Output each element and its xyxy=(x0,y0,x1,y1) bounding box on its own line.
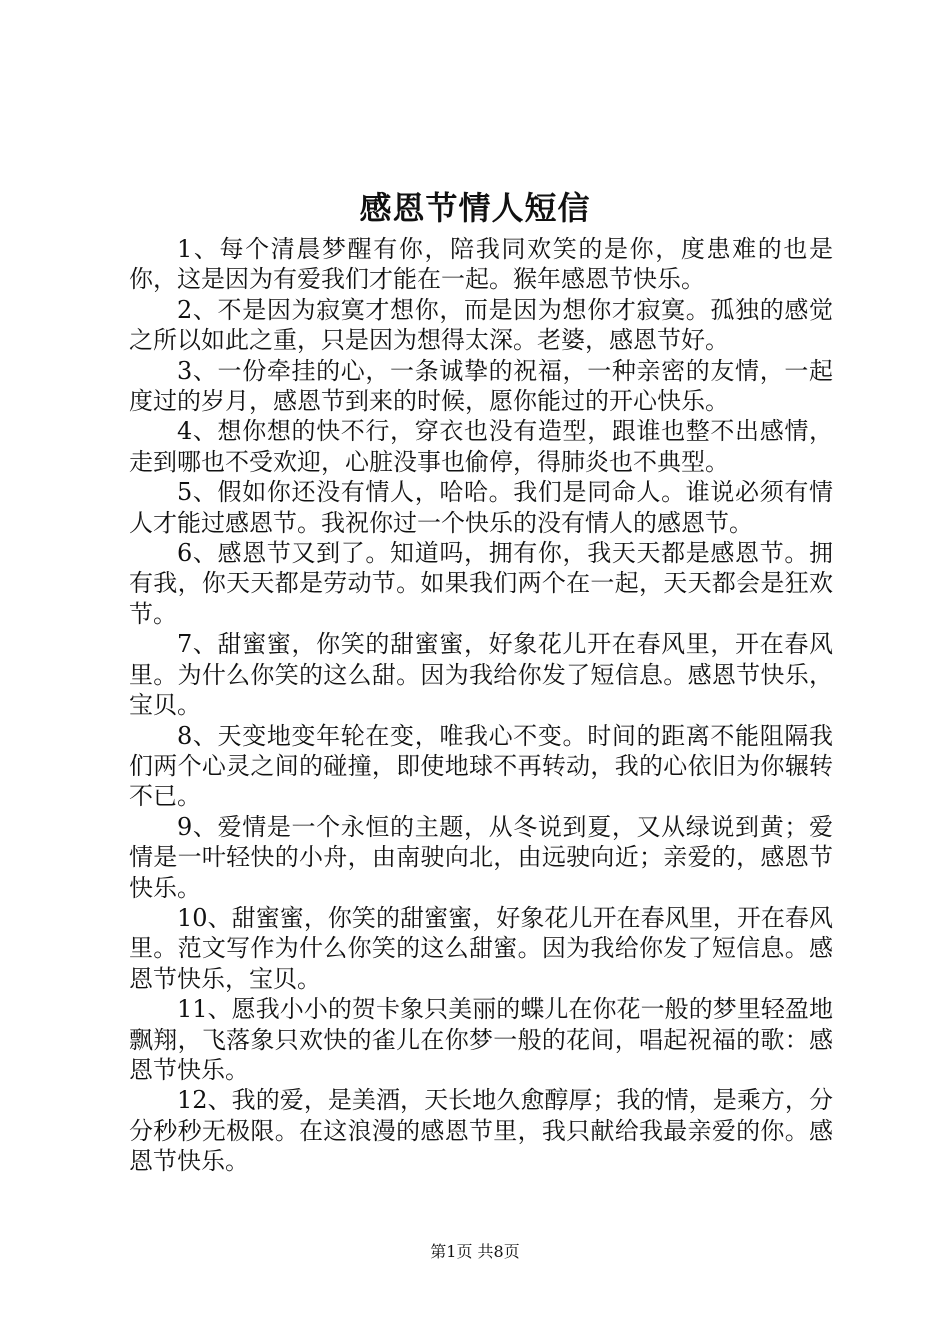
paragraph-3: 3、一份牵挂的心，一条诚挚的祝福，一种亲密的友情，一起度过的岁月，感恩节到来的时候，愿你能过的开心快乐。 xyxy=(129,356,833,416)
document-title: 感恩节情人短信 xyxy=(359,189,591,227)
paragraph-4: 4、想你想的快不行，穿衣也没有造型，跟谁也整不出感情，走到哪也不受欢迎，心脏没事也偷停，得肺炎也不典型。 xyxy=(129,417,833,476)
paragraph-1: 1、每个清晨梦醒有你，陪我同欢笑的是你，度患难的也是你，这是因为有爱我们才能在一起。猴年感恩节快乐。 xyxy=(129,235,833,294)
paragraph-7: 7、甜蜜蜜，你笑的甜蜜蜜，好象花儿开在春风里，开在春风里。为什么你笑的这么甜。因为我给你发了短信息。感恩节快乐，宝贝。 xyxy=(129,630,833,720)
page-number-footer: 第1页 共8页 xyxy=(430,1242,520,1261)
document-body xyxy=(129,234,833,1177)
paragraph-6: 6、感恩节又到了。知道吗，拥有你，我天天都是感恩节。拥有我，你天天都是劳动节。如果我们两个在一起，天天都会是狂欢节。 xyxy=(129,539,833,628)
paragraph-12: 12、我的爱，是美酒，天长地久愈醇厚；我的情，是乘方，分分秒秒无极限。在这浪漫的感恩节里，我只献给我最亲爱的你。感恩节快乐。 xyxy=(129,1086,833,1176)
paragraph-9: 9、爱情是一个永恒的主题，从冬说到夏，又从绿说到黄；爱情是一叶轻快的小舟，由南驶向北，由远驶向近；亲爱的，感恩节快乐。 xyxy=(129,812,833,902)
paragraph-11: 11、愿我小小的贺卡象只美丽的蝶儿在你花一般的梦里轻盈地飘翔，飞落象只欢快的雀儿在你梦一般的花间，唱起祝福的歌：感恩节快乐。 xyxy=(129,995,833,1084)
paragraph-5: 5、假如你还没有情人，哈哈。我们是同命人。谁说必须有情人才能过感恩节。我祝你过一个快乐的没有情人的感恩节。 xyxy=(129,478,833,537)
paragraph-10: 10、甜蜜蜜，你笑的甜蜜蜜，好象花儿开在春风里，开在春风里。范文写作为什么你笑的这么甜蜜。因为我给你发了短信息。感恩节快乐，宝贝。 xyxy=(129,903,833,993)
paragraph-2: 2、不是因为寂寞才想你，而是因为想你才寂寞。孤独的感觉之所以如此之重，只是因为想得太深。老婆，感恩节好。 xyxy=(129,295,833,355)
paragraph-8: 8、天变地变年轮在变，唯我心不变。时间的距离不能阻隔我们两个心灵之间的碰撞，即使地球不再转动，我的心依旧为你辗转不已。 xyxy=(129,721,833,811)
